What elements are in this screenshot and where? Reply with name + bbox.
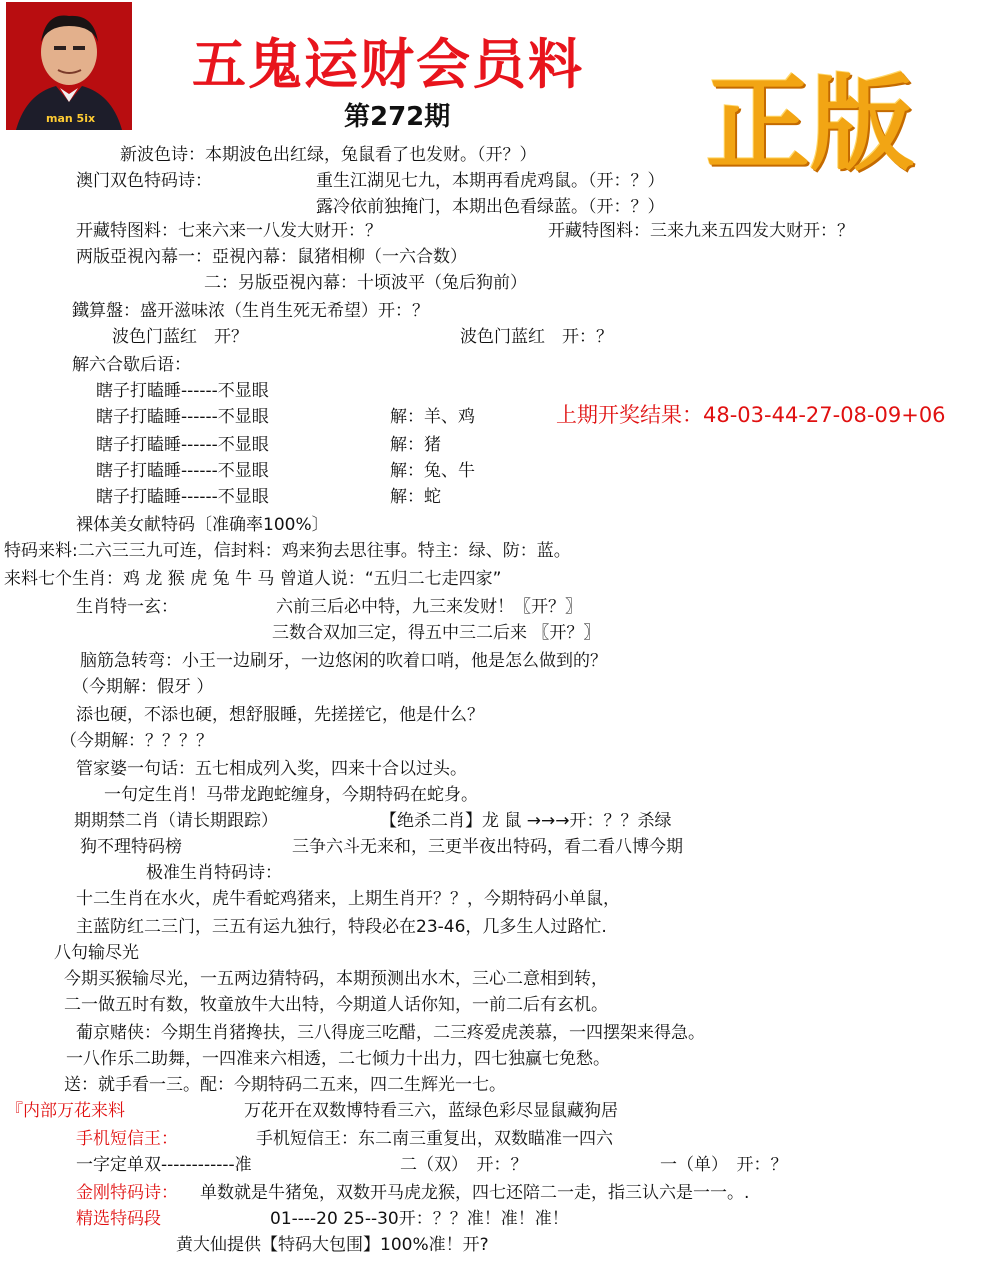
zodiac-mystery-line-2: 三数合双加三定，得五中三二后来 〖开？〗 bbox=[272, 623, 601, 643]
send-line: 送：就手看一三。配：今期特码二五来，四二生辉光一七。 bbox=[64, 1075, 506, 1095]
riddle-answer: 解：兔、牛 bbox=[390, 461, 475, 481]
brain-teaser-1: 脑筋急转弯：小王一边刷牙，一边悠闲的吹着口哨，他是怎么做到的？ bbox=[80, 651, 607, 671]
riddle-line: 瞎子打瞌睡------不显眼 bbox=[96, 407, 269, 427]
vajra-poem-label: 金刚特码诗： bbox=[76, 1183, 178, 1203]
even-pick: 二（双） 开：？ bbox=[400, 1155, 528, 1175]
internal-source-label: 『内部万花来料 bbox=[6, 1101, 125, 1121]
wave-door-left: 波色门蓝红 开？ bbox=[112, 327, 248, 347]
internal-source-value: 万花开在双数博特看三六，蓝绿色彩尽显鼠藏狗居 bbox=[244, 1101, 618, 1121]
riddle-answer: 解：蛇 bbox=[390, 487, 441, 507]
dog-ignore-label: 狗不理特码榜 bbox=[80, 837, 182, 857]
riddle-header: 解六合歇后语： bbox=[72, 355, 191, 375]
banned-two-label: 期期禁二肖（请长期跟踪） bbox=[74, 811, 278, 831]
wave-color-poem: 新波色诗：本期波色出红绿，兔鼠看了也发财。（开？） bbox=[120, 145, 537, 165]
seven-zodiacs: 来料七个生肖：鸡 龙 猴 虎 兔 牛 马 曾道人说：“五归二七走四家” bbox=[4, 569, 502, 589]
brain-teaser-2-answer: （今期解：？？？？ bbox=[60, 731, 213, 751]
hidden-chart-left: 开藏特图料：七来六来一八发大财开：？ bbox=[76, 221, 382, 241]
selected-range-label: 精选特码段 bbox=[76, 1209, 161, 1229]
vajra-poem-value: 单数就是牛猪兔，双数开马虎龙猴，四七还陪二一走，指三认六是一一。. bbox=[200, 1183, 750, 1203]
riddle-line: 瞎子打瞌睡------不显眼 bbox=[96, 435, 269, 455]
one-line-zodiac: 一句定生肖！马带龙跑蛇缠身，今期特码在蛇身。 bbox=[104, 785, 478, 805]
wave-door-right: 波色门蓝红 开：？ bbox=[460, 327, 613, 347]
eight-lines-1: 今期买猴输尽光，一五两边猜特码，本期预测出水木，三心二意相到转， bbox=[64, 969, 608, 989]
page-title: 五鬼运财会员料 bbox=[192, 32, 584, 96]
odd-even-label: 一字定单双------------准 bbox=[76, 1155, 252, 1175]
eight-lines-2: 二一做五时有数，牧童放牛大出特，今期道人话你知，一前二后有玄机。 bbox=[64, 995, 608, 1015]
last-draw-numbers: 48-03-44-27-08-09+06 bbox=[703, 403, 946, 427]
accuracy-line: 裸体美女献特码〔准确率100%〕 bbox=[76, 515, 329, 535]
atv-inside-one: 两版亞視內幕一：亞視內幕：鼠猪相柳（一六合数） bbox=[76, 247, 467, 267]
portrait-photo bbox=[6, 2, 132, 130]
last-draw-label: 上期开奖结果： bbox=[556, 403, 703, 427]
brain-teaser-2: 添也硬，不添也硬，想舒服睡，先搓搓它，他是什么？ bbox=[76, 705, 484, 725]
selected-range-value: 01----20 25--30开：？？准！准！准！ bbox=[270, 1209, 569, 1229]
riddle-answer: 解：猪 bbox=[390, 435, 441, 455]
photo-caption: man 5ix bbox=[46, 112, 96, 125]
eight-lines-label: 八句输尽光 bbox=[54, 943, 139, 963]
banned-two-value: 【绝杀二肖】龙 鼠 →→→开：？？杀绿 bbox=[380, 811, 672, 831]
riddle-line: 瞎子打瞌睡------不显眼 bbox=[96, 487, 269, 507]
huang-daxian-line: 黄大仙提供【特码大包围】100%准！开? bbox=[176, 1235, 489, 1255]
abacus-line: 鐵算盤：盛开滋味浓（生肖生死无希望）开：？ bbox=[72, 301, 429, 321]
special-code-source: 特码来料:二六三三九可连，信封料：鸡来狗去思往事。特主：绿、防：蓝。 bbox=[4, 541, 571, 561]
hidden-chart-right: 开藏特图料：三来九来五四发大财开：？ bbox=[548, 221, 854, 241]
riddle-line: 瞎子打瞌睡------不显眼 bbox=[96, 461, 269, 481]
brain-teaser-1-answer: （今期解：假牙 ） bbox=[72, 677, 214, 697]
odd-pick: 一（单） 开：？ bbox=[660, 1155, 788, 1175]
atv-inside-two: 二：另版亞視內幕：十顷波平（兔后狗前） bbox=[204, 273, 527, 293]
macau-gambler-1: 葡京赌侠：今期生肖猪搀扶，三八得庞三吃醋，二三疼爱虎羡慕，一四摆架来得急。 bbox=[76, 1023, 705, 1043]
accurate-poem-label: 极准生肖特码诗： bbox=[146, 863, 282, 883]
macau-poem-label: 澳门双色特码诗： bbox=[76, 171, 212, 191]
housekeeper-line: 管家婆一句话：五七相成列入奖，四来十合以过头。 bbox=[76, 759, 467, 779]
dog-ignore-value: 三争六斗无来和，三更半夜出特码，看二看八博今期 bbox=[292, 837, 683, 857]
authentic-stamp: 正版 bbox=[706, 62, 915, 185]
accurate-poem-line-1: 十二生肖在水火，虎牛看蛇鸡猪来，上期生肖开？？，今期特码小单鼠， bbox=[76, 889, 620, 909]
issue-number: 第272期 bbox=[344, 102, 451, 132]
riddle-line: 瞎子打瞌睡------不显眼 bbox=[96, 381, 269, 401]
accurate-poem-line-2: 主蓝防红二三门，三五有运九独行，特段必在23-46，几多生人过路忙. bbox=[76, 917, 607, 937]
zodiac-mystery-label: 生肖特一玄： bbox=[76, 597, 178, 617]
sms-king-value: 手机短信王：东二南三重复出，双数瞄准一四六 bbox=[256, 1129, 613, 1149]
sms-king-label: 手机短信王： bbox=[76, 1129, 178, 1149]
zodiac-mystery-line-1: 六前三后必中特，九三来发财！〖开？〗 bbox=[276, 597, 582, 617]
macau-gambler-2: 一八作乐二助舞，一四准来六相透，二七倾力十出力，四七独赢七免愁。 bbox=[66, 1049, 610, 1069]
riddle-answer: 解：羊、鸡 bbox=[390, 407, 475, 427]
macau-poem-line-2: 露冷依前独掩门，本期出色看绿蓝。（开：？） bbox=[316, 197, 665, 217]
macau-poem-line-1: 重生江湖见七九，本期再看虎鸡鼠。（开：？） bbox=[316, 171, 665, 191]
last-draw-result bbox=[556, 402, 946, 428]
